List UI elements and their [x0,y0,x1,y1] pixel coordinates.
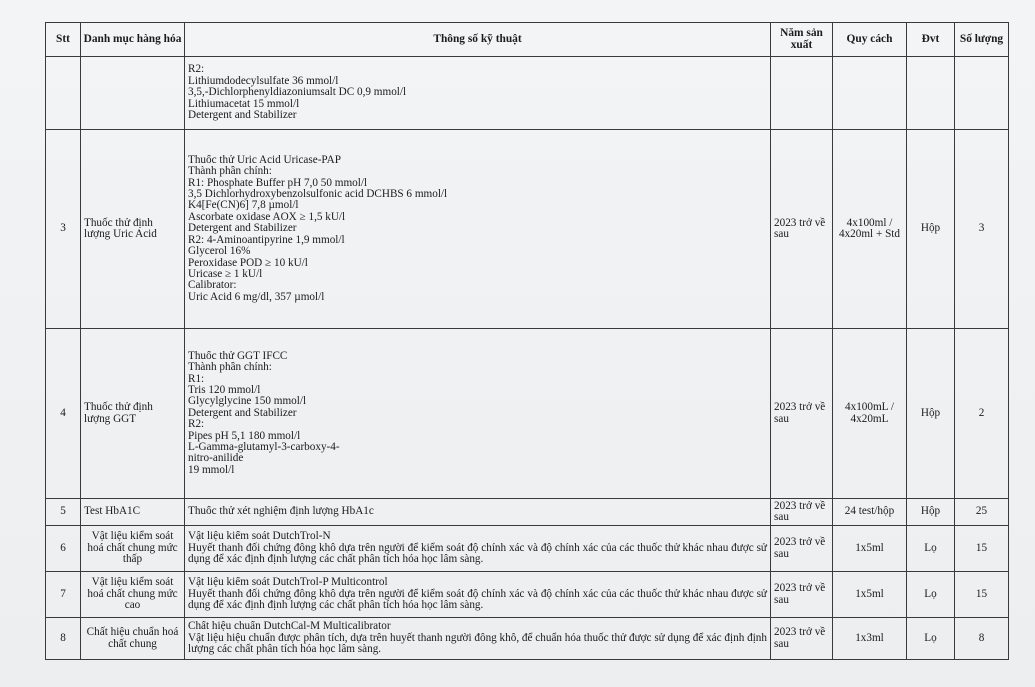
spec-line: Glycylglycine 150 mmol/l [188,396,307,408]
row-qty: 15 [955,526,1009,572]
spec-line: Thuốc thử GGT IFCC [188,350,288,362]
row-category: Test HbA1C [81,499,185,526]
spec-line: Tris 120 mmol/l [188,384,261,396]
row-qty: 15 [955,572,1009,618]
specification-table [45,22,1009,660]
spec-line: Detergent and Stabilizer [188,223,297,235]
row-stt: 4 [46,329,81,499]
table-row [46,329,1009,499]
spec-paragraph: Vật liệu hiệu chuẩn được phân tích, dựa trên huyết thanh người đông khô, để chuẩn hóa thuốc thử được sử dụng để xác định định lượng các chất phân tích hóa học lâm sàng. [188,631,767,656]
spec-line: nitro-anilide [188,453,244,465]
spec-cell [185,572,771,618]
table-header-row [46,23,1009,57]
spec-cell [185,130,771,329]
spec-line: Uricase ≥ 1 kU/l [188,268,263,280]
spec-line: Pipes pH 5,1 180 mmol/l [188,430,301,442]
table-row [46,618,1009,660]
row-pack: 1x5ml [833,572,907,618]
spec-line: Thành phần chính: [188,362,272,374]
spec-line: Thuốc thử Uric Acid Uricase-PAP [188,154,341,166]
row-category: Thuốc thử định lượng GGT [81,329,185,499]
spec-line: R2: 4-Aminoantipyrine 1,9 mmol/l [188,234,345,246]
table-row [46,526,1009,572]
table-row [46,130,1009,329]
row-year: 2023 trở về sau [771,526,833,572]
row-category: Vật liệu kiểm soát hoá chất chung mức cao [81,572,185,618]
spec-line: 3,5,-Dichlorphenyldiazoniumsalt DC 0,9 mmol/l [188,87,407,99]
row-stt: 7 [46,572,81,618]
row-qty: 3 [955,130,1009,329]
header-spec: Thông số kỹ thuật [185,23,771,57]
row-category: Vật liệu kiểm soát hoá chất chung mức thấp [81,526,185,572]
spec-paragraph: Huyết thanh đối chứng đông khô dựa trên người để kiểm soát độ chính xác và độ chính xác của các thuốc thử khác nhau được sử dụng để xác định định lượng các chất phân tích hóa học lâm sàng. [188,587,767,612]
row-year: 2023 trở về sau [771,572,833,618]
row-pack: 4x100mL / 4x20mL [833,329,907,499]
spec-title: Vật liệu kiểm soát DutchTrol-P Multicontrol [188,577,388,589]
table-row [46,499,1009,526]
spec-line: Lithiumdodecylsulfate 36 mmol/l [188,75,339,87]
spec-line: 3,5 Dichlorhydroxybenzolsulfonic acid DCHBS 6 mmol/l [188,189,448,201]
spec-line: Detergent and Stabilizer [188,407,297,419]
spec-line: Thuốc thử xét nghiệm định lượng HbA1c [188,506,374,518]
spec-line: K4[Fe(CN)6] 7,8 µmol/l [188,200,299,212]
header-pack: Quy cách [833,23,907,57]
row-pack: 4x100ml / 4x20ml + Std [833,130,907,329]
spec-line: R2: [188,419,205,431]
row-stt: 8 [46,618,81,660]
row-year: 2023 trở về sau [771,618,833,660]
row-unit: Lọ [907,526,955,572]
row-pack: 24 test/hộp [833,499,907,526]
row-unit: Hộp [907,499,955,526]
spec-cell [185,57,771,130]
row-qty: 2 [955,329,1009,499]
spec-line: R2: [188,64,205,76]
row-unit: Hộp [907,329,955,499]
spec-line: Glycerol 16% [188,246,251,258]
header-qty: Số lượng [955,23,1009,57]
spec-cell [185,526,771,572]
spec-line: Detergent and Stabilizer [188,110,297,122]
header-stt: Stt [46,23,81,57]
header-unit: Đvt [907,23,955,57]
row-pack: 1x5ml [833,526,907,572]
spec-paragraph: Huyết thanh đối chứng đông khô dựa trên người để kiểm soát độ chính xác và độ chính xác của các thuốc thử khác nhau được sử dụng để xác định định lượng các chất phân tích hóa học lâm sàng. [188,541,767,566]
row-stt: 5 [46,499,81,526]
spec-line: L-Gamma-glutamyl-3-carboxy-4- [188,442,340,454]
spec-line: 19 mmol/l [188,464,235,476]
row-unit: Lọ [907,618,955,660]
spec-line: R1: Phosphate Buffer pH 7,0 50 mmol/l [188,177,368,189]
row-year: 2023 trở về sau [771,499,833,526]
table-row-continuation [46,57,1009,130]
spec-cell [185,618,771,660]
spec-line: Lithiumacetat 15 mmol/l [188,98,300,110]
spec-line: Uric Acid 6 mg/dl, 357 µmol/l [188,291,325,303]
spec-line: R1: [188,373,205,385]
spec-line: Peroxidase POD ≥ 10 kU/l [188,257,308,269]
spec-cell [185,329,771,499]
spec-line: Calibrator: [188,280,237,292]
row-qty: 25 [955,499,1009,526]
row-unit: Hộp [907,130,955,329]
table-row [46,572,1009,618]
row-unit: Lọ [907,572,955,618]
spec-line: Thành phần chính: [188,166,272,178]
row-pack: 1x3ml [833,618,907,660]
spec-cell [185,499,771,526]
row-year: 2023 trở về sau [771,329,833,499]
row-category: Chất hiệu chuẩn hoá chất chung [81,618,185,660]
row-year: 2023 trở về sau [771,130,833,329]
row-qty: 8 [955,618,1009,660]
header-category: Danh mục hàng hóa [81,23,185,57]
spec-title: Vật liệu kiểm soát DutchTrol-N [188,531,331,543]
row-stt: 3 [46,130,81,329]
row-category: Thuốc thử định lượng Uric Acid [81,130,185,329]
spec-title: Chất hiệu chuẩn DutchCal-M Multicalibrator [188,621,391,633]
spec-line: Ascorbate oxidase AOX ≥ 1,5 kU/l [188,211,346,223]
row-stt: 6 [46,526,81,572]
header-year: Năm sản xuất [771,23,833,57]
